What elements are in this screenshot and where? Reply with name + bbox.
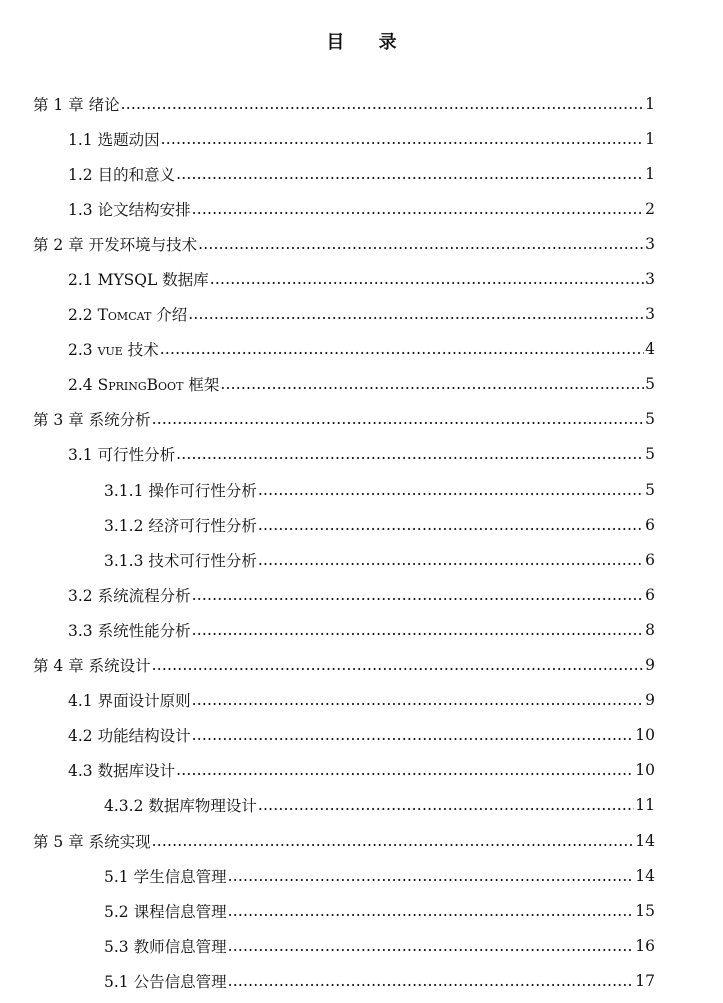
dot-leader: [192, 726, 635, 744]
toc-entry-page-number: 8: [645, 620, 655, 639]
toc-entry[interactable]: [0, 963, 723, 998]
toc-entry[interactable]: [0, 332, 723, 367]
toc-entry[interactable]: [0, 542, 723, 577]
toc-entry-label: 5.2 课程信息管理: [104, 902, 227, 921]
toc-entry-page-number: 5: [645, 375, 655, 394]
toc-entry-page-number: 15: [635, 901, 655, 920]
toc-entry[interactable]: [0, 577, 723, 612]
toc-entry-page-number: 17: [635, 971, 655, 990]
dot-leader: [258, 516, 644, 534]
toc-entry-page-number: 5: [645, 445, 655, 464]
toc-entry-label: 5.3 教师信息管理: [104, 937, 227, 956]
toc-entry-label: 3.1 可行性分析: [68, 446, 176, 465]
dot-leader: [192, 586, 645, 604]
toc-entry[interactable]: [0, 928, 723, 963]
dot-leader: [258, 481, 644, 499]
toc-entry-label: 2.2 Tomcat 介绍: [68, 306, 188, 325]
toc-entry-page-number: 1: [645, 129, 655, 148]
toc-entry[interactable]: [0, 472, 723, 507]
toc-entry-page-number: 3: [645, 270, 655, 289]
toc-entry-label: 3.1.2 经济可行性分析: [104, 516, 257, 535]
toc-entry[interactable]: [0, 367, 723, 402]
dot-leader: [160, 340, 644, 358]
toc-entry[interactable]: [0, 858, 723, 893]
toc-entry-page-number: 9: [645, 691, 655, 710]
toc-entry-page-number: 1: [645, 164, 655, 183]
dot-leader: [152, 410, 644, 428]
toc-entry-page-number: 1: [645, 94, 655, 113]
toc-entry-page-number: 6: [645, 585, 655, 604]
toc-entry-label: 1.1 选题动因: [68, 130, 160, 149]
toc-entry[interactable]: [0, 648, 723, 683]
dot-leader: [176, 761, 634, 779]
toc-entry-page-number: 3: [645, 234, 655, 253]
dot-leader: [228, 937, 635, 955]
toc-entry[interactable]: [0, 612, 723, 647]
toc-entry-label: 3.2 系统流程分析: [68, 586, 191, 605]
toc-entry-page-number: 14: [635, 831, 655, 850]
toc-entry-label: 2.4 SpringBoot 框架: [68, 376, 220, 395]
toc-entry[interactable]: [0, 121, 723, 156]
dot-leader: [192, 621, 645, 639]
toc-entry-label: 4.1 界面设计原则: [68, 692, 191, 711]
toc-entry[interactable]: [0, 683, 723, 718]
toc-entry[interactable]: [0, 437, 723, 472]
toc-entry[interactable]: [0, 507, 723, 542]
dot-leader: [176, 445, 644, 463]
toc-entry-page-number: 2: [645, 199, 655, 218]
dot-leader: [228, 902, 635, 920]
dot-leader: [228, 972, 635, 990]
toc-entry-label: 第 1 章 绪论: [33, 95, 120, 114]
dot-leader: [192, 691, 645, 709]
toc-entry[interactable]: [0, 261, 723, 296]
toc-entry[interactable]: [0, 86, 723, 121]
dot-leader: [161, 130, 645, 148]
toc-entry-label: 3.3 系统性能分析: [68, 621, 191, 640]
toc-entry-label: 4.2 功能结构设计: [68, 727, 191, 746]
dot-leader: [176, 165, 644, 183]
page-title: 目 录: [326, 32, 411, 53]
dot-leader: [152, 832, 635, 850]
dot-leader: [228, 867, 635, 885]
toc-entry[interactable]: [0, 297, 723, 332]
toc-entry-label: 4.3.2 数据库物理设计: [104, 797, 257, 816]
dot-leader: [152, 656, 644, 674]
toc-entry-page-number: 10: [635, 761, 655, 780]
toc-entry-label: 1.2 目的和意义: [68, 165, 176, 184]
dot-leader: [258, 551, 644, 569]
toc-entry-label: 5.1 公告信息管理: [104, 972, 227, 991]
toc-entry-page-number: 14: [635, 866, 655, 885]
toc-entry-page-number: 10: [635, 726, 655, 745]
toc-entry-label: 第 4 章 系统设计: [33, 657, 151, 676]
dot-leader: [121, 95, 644, 113]
toc-entry-page-number: 9: [645, 656, 655, 675]
toc-entry[interactable]: [0, 753, 723, 788]
toc-entry-label: 2.3 vue 技术: [68, 341, 159, 360]
toc-entry-label: 第 2 章 开发环境与技术: [33, 235, 198, 254]
toc-entry[interactable]: [0, 823, 723, 858]
toc-entry[interactable]: [0, 788, 723, 823]
dot-leader: [220, 375, 644, 393]
toc-entry-page-number: 6: [645, 515, 655, 534]
toc-entry-label: 5.1 学生信息管理: [104, 867, 227, 886]
toc-entry[interactable]: [0, 191, 723, 226]
toc-entry-page-number: 11: [635, 796, 655, 815]
toc-entry[interactable]: [0, 893, 723, 928]
toc-entry[interactable]: [0, 402, 723, 437]
toc-entry-page-number: 16: [635, 936, 655, 955]
dot-leader: [198, 235, 644, 253]
toc-entry-label: 第 5 章 系统实现: [33, 832, 151, 851]
toc-entry-label: 2.1 MYSQL 数据库: [68, 271, 209, 290]
toc-entry-label: 1.3 论文结构安排: [68, 200, 191, 219]
toc-entry-page-number: 5: [645, 480, 655, 499]
toc-entry-page-number: 5: [645, 410, 655, 429]
toc-entry-label: 4.3 数据库设计: [68, 762, 176, 781]
dot-leader: [210, 270, 644, 288]
dot-leader: [192, 200, 645, 218]
toc-list: [0, 86, 723, 998]
dot-leader: [258, 796, 634, 814]
toc-entry[interactable]: [0, 156, 723, 191]
toc-entry[interactable]: [0, 718, 723, 753]
toc-entry-label: 第 3 章 系统分析: [33, 411, 151, 430]
toc-entry-page-number: 6: [645, 550, 655, 569]
toc-entry-page-number: 4: [645, 340, 655, 359]
toc-entry-label: 3.1.3 技术可行性分析: [104, 551, 257, 570]
toc-entry-label: 3.1.1 操作可行性分析: [104, 481, 257, 500]
dot-leader: [188, 305, 644, 323]
toc-entry-page-number: 3: [645, 305, 655, 324]
toc-entry[interactable]: [0, 226, 723, 261]
